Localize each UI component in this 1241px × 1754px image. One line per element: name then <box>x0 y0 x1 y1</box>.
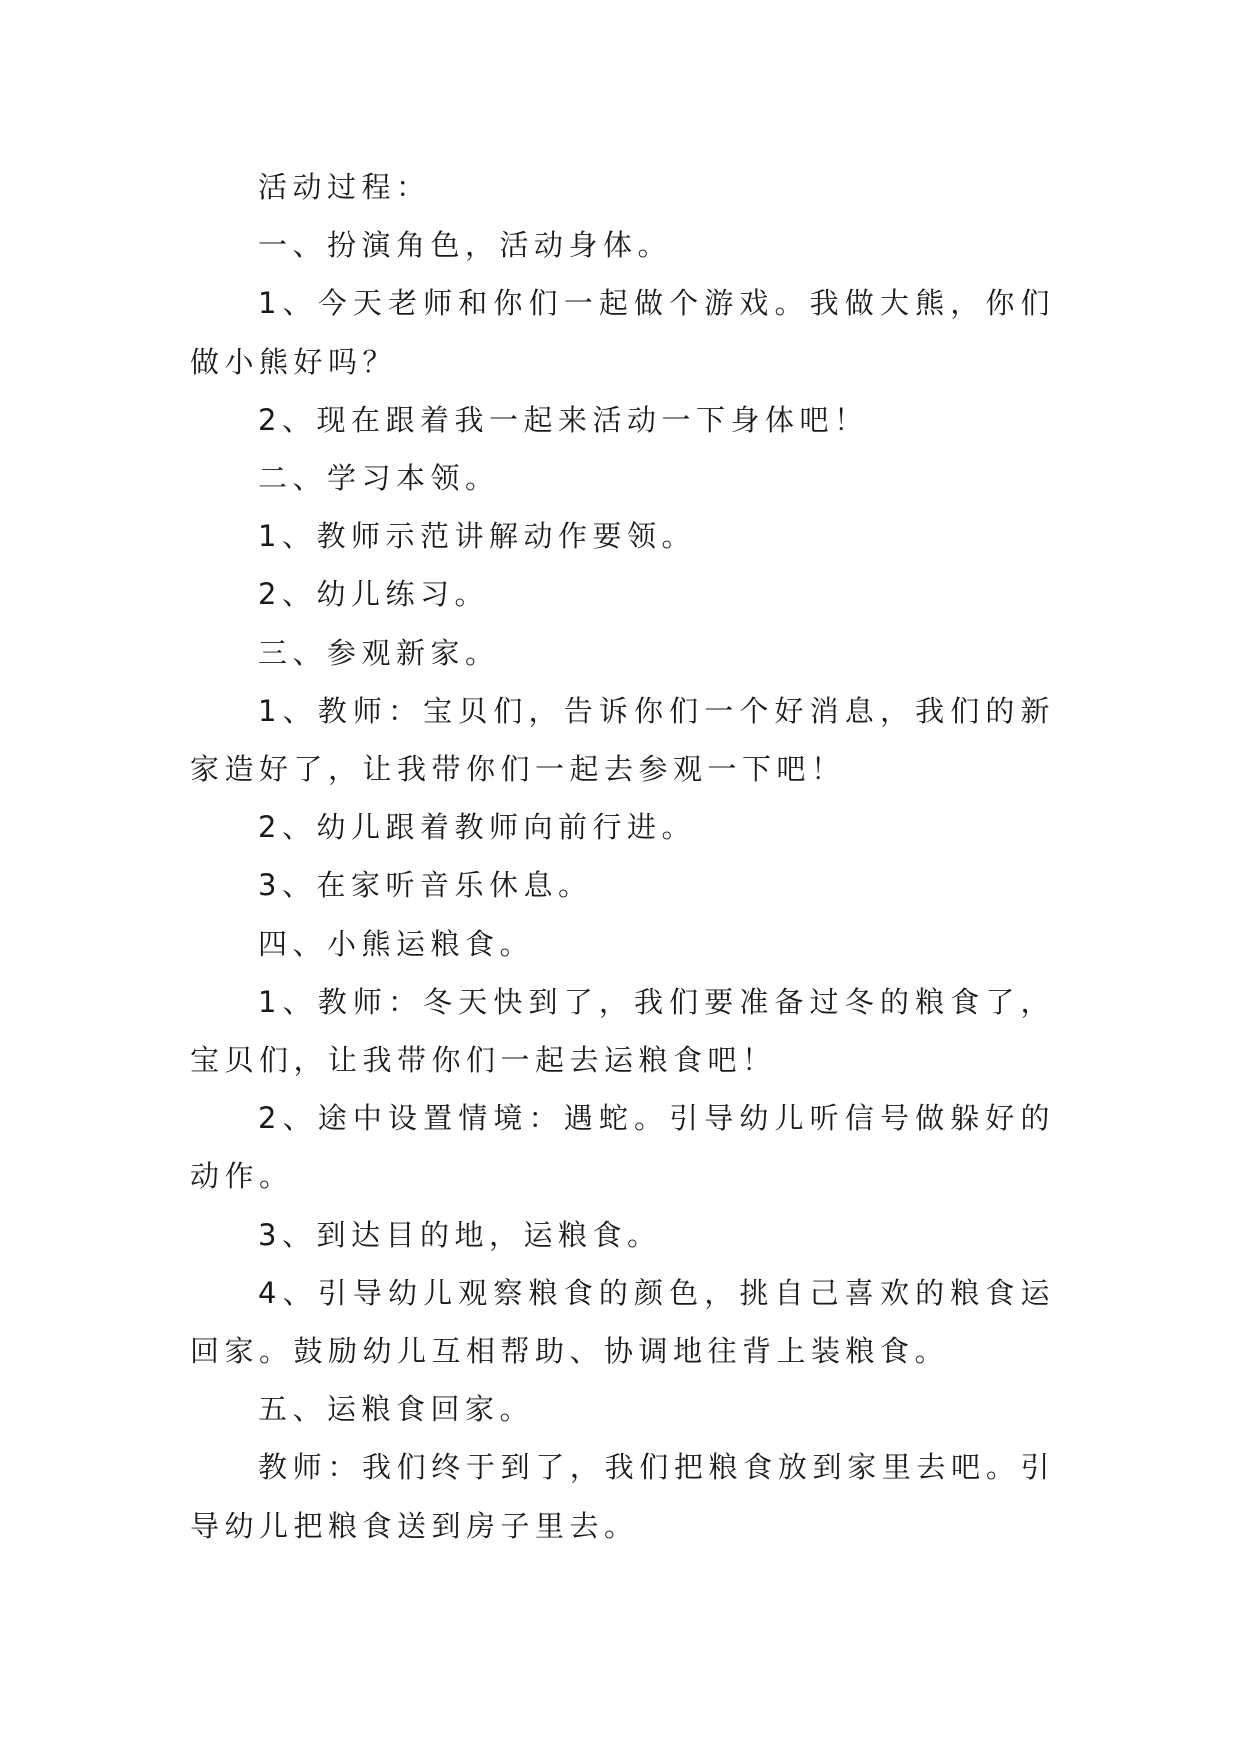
section-heading-1: 一、扮演角色，活动身体。 <box>258 228 673 263</box>
paragraph: 1、教师示范讲解动作要领。 <box>258 519 696 554</box>
paragraph: 2、幼儿练习。 <box>258 577 489 612</box>
section-heading-2: 二、学习本领。 <box>258 461 500 496</box>
document-body <box>190 158 1055 1555</box>
paragraph: 1、教师：宝贝们，告诉你们一个好消息，我们的新家造好了，让我带你们一起去参观一下吧！ <box>190 693 1055 787</box>
paragraph: 2、途中设置情境：遇蛇。引导幼儿听信号做躲好的动作。 <box>190 1101 1055 1194</box>
paragraph: 教师：我们终于到了，我们把粮食放到家里去吧。引导幼儿把粮食送到房子里去。 <box>190 1450 1055 1543</box>
paragraph: 2、现在跟着我一起来活动一下身体吧！ <box>258 402 869 437</box>
section-heading-3: 三、参观新家。 <box>258 635 500 670</box>
section-heading-process: 活动过程： <box>258 170 431 204</box>
paragraph: 2、幼儿跟着教师向前行进。 <box>258 810 696 845</box>
paragraph: 1、教师：冬天快到了，我们要准备过冬的粮食了，宝贝们，让我带你们一起去运粮食吧！ <box>190 984 1055 1078</box>
paragraph: 4、引导幼儿观察粮食的颜色，挑自己喜欢的粮食运回家。鼓励幼儿互相帮助、协调地往背上装粮食。 <box>190 1275 1055 1369</box>
paragraph: 3、到达目的地，运粮食。 <box>258 1217 662 1252</box>
paragraph: 1、今天老师和你们一起做个游戏。我做大熊，你们做小熊好吗？ <box>190 286 1055 379</box>
paragraph: 3、在家听音乐休息。 <box>258 868 593 903</box>
section-heading-5: 五、运粮食回家。 <box>258 1392 535 1427</box>
section-heading-4: 四、小熊运粮食。 <box>258 926 535 961</box>
